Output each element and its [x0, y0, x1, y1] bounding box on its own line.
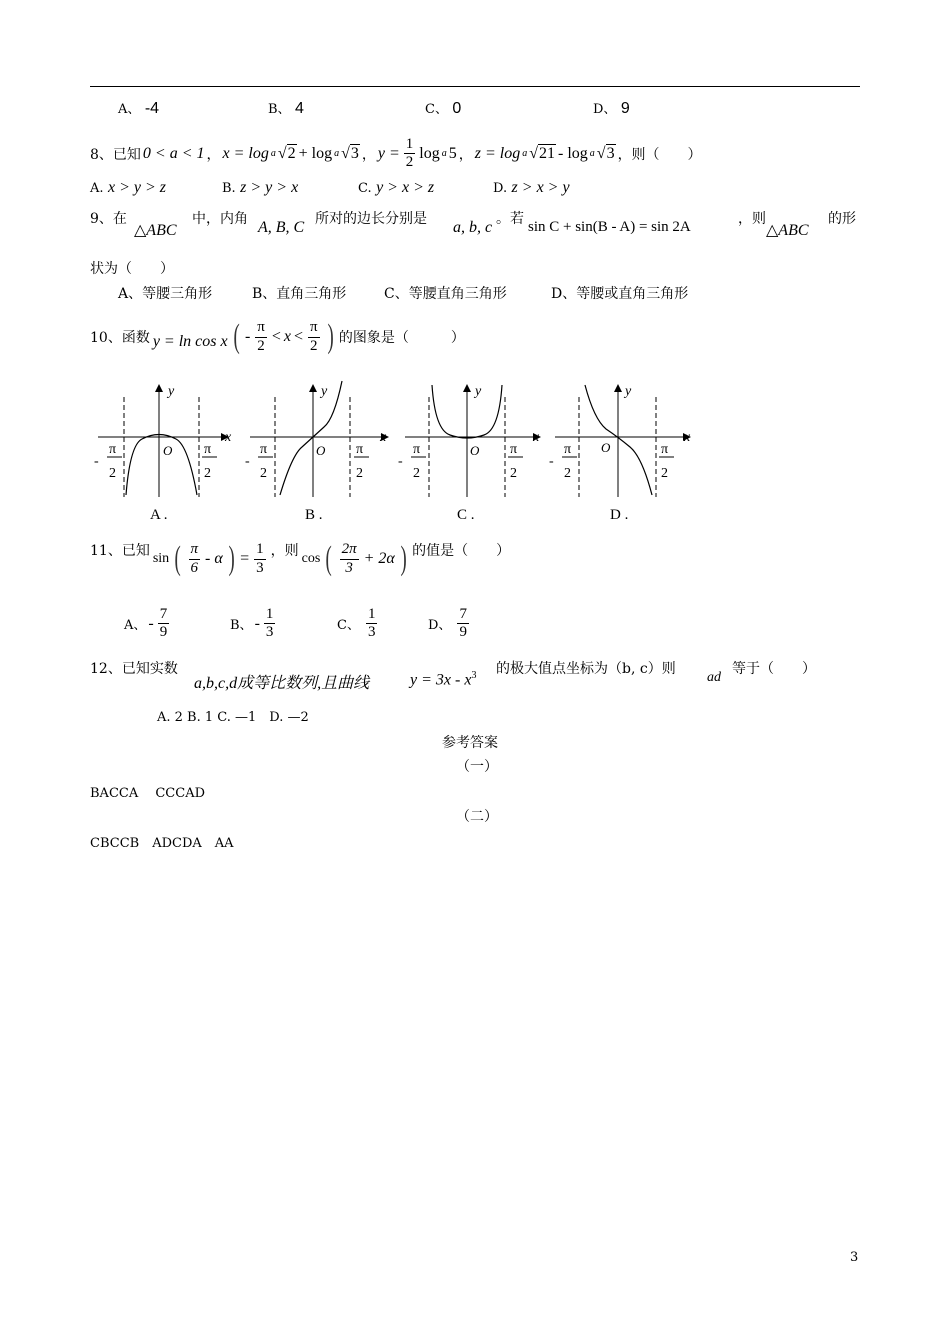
equals: =: [240, 550, 250, 567]
svg-text:-: -: [245, 454, 250, 469]
q9-option-d: D、等腰或直角三角形: [551, 286, 689, 302]
log-base: a: [589, 148, 595, 160]
graph-c: [398, 384, 540, 523]
radicand: 21: [539, 144, 555, 162]
q12-ad: ad: [707, 670, 721, 685]
q9-num: 9、在: [90, 211, 127, 227]
q12-text-2: 的极大值点坐标为（b, c）则: [496, 661, 676, 677]
q9-triangle: △ABC: [134, 222, 177, 239]
svg-text:y: y: [625, 384, 632, 399]
svg-text:2: 2: [564, 466, 571, 481]
sin: sin: [152, 551, 170, 566]
tick-pi: π: [109, 442, 117, 457]
q12-vars: a,b,c,d成等比数列,且曲线: [194, 675, 370, 692]
q10-graphs: [80, 375, 720, 525]
q12-curve: $y = 3x - x^3$: [410, 670, 477, 689]
log-base: a: [522, 148, 528, 160]
z-expression: z = log: [474, 144, 521, 162]
pi-over-6: $\frac{\pi}{6}$: [190, 541, 199, 576]
two-pi-over-3: $\frac{2\pi}{3}$: [341, 541, 357, 576]
question-number: 11、已知: [90, 543, 150, 559]
svg-text:π: π: [356, 442, 364, 457]
curve-a: [126, 435, 197, 496]
option-letter: A、: [118, 102, 141, 117]
left-paren: (: [174, 540, 181, 577]
sqrt-3b: √3: [596, 144, 615, 162]
option-value: 9: [620, 100, 630, 117]
option-letter: D、: [593, 102, 617, 117]
svg-text:x: x: [533, 430, 540, 445]
q9-text-5: 的形: [828, 211, 856, 227]
svg-text:π: π: [661, 442, 669, 457]
q7-option-a: [118, 98, 159, 118]
q11-option-b: B、 - $\frac{1}{3}$: [230, 606, 274, 641]
minus-log: - log: [558, 144, 588, 162]
cos: cos: [301, 551, 321, 566]
q9-angles: A, B, C: [258, 219, 305, 236]
axis-x-label: x: [225, 430, 232, 445]
graph-a: [94, 384, 232, 523]
q11-option-c: C、 $\frac{1}{3}$: [337, 606, 376, 641]
question-8: 8、已知 0 < a < 1 ， x = log a √2 + log a √3 ， y = $\frac{1}{2}$ log a 5 ， z = log a √21 - log a √3 ，则（ ）: [90, 136, 702, 171]
svg-text:π: π: [413, 442, 421, 457]
log: log: [419, 144, 440, 162]
svg-text:-: -: [549, 454, 554, 469]
svg-text:O: O: [601, 440, 611, 455]
svg-text:-: -: [398, 454, 403, 469]
svg-text:y: y: [475, 384, 482, 399]
svg-text:π: π: [510, 442, 518, 457]
lt: <: [271, 328, 281, 345]
question-number: 10、函数: [90, 330, 150, 346]
answers-1: BACCA CCCAD: [90, 786, 206, 801]
graph-d: [549, 384, 691, 523]
radicand: 3: [350, 144, 359, 162]
q9-option-c: C、等腰直角三角形: [384, 286, 507, 302]
neg-pi-half: $\frac{\pi}{2}$: [257, 319, 265, 354]
y-expression: y =: [377, 144, 400, 162]
log-base: a: [270, 148, 276, 160]
var-x: x: [283, 328, 291, 345]
right-paren: ): [228, 540, 235, 577]
origin-label: O: [163, 443, 173, 458]
one-half-fraction: $\frac{1}{2}$: [405, 136, 414, 171]
axis-y-label: y: [168, 384, 175, 399]
q7-option-d: [593, 98, 630, 118]
option-value: -4: [144, 100, 160, 117]
question-tail: 的值是（ ）: [412, 543, 511, 559]
left-paren: (: [233, 318, 240, 355]
svg-text:π: π: [564, 442, 572, 457]
svg-text:y: y: [321, 384, 328, 399]
q12-text-3: 等于（ ）: [732, 661, 816, 677]
sqrt-2: √2: [277, 144, 296, 162]
q9-text-1: 中，内角: [192, 211, 248, 227]
option-value: 4: [295, 100, 304, 117]
sqrt-21: √21: [529, 144, 555, 162]
q11-option-a: A、 - $\frac{7}{9}$: [124, 606, 168, 641]
right-paren: ): [327, 318, 334, 355]
svg-text:O: O: [470, 443, 480, 458]
answers-part-2: （二）: [456, 809, 498, 825]
svg-text:2: 2: [413, 466, 420, 481]
sqrt-3: √3: [341, 144, 359, 162]
question-11: [90, 540, 510, 578]
minus: -: [244, 328, 251, 345]
answers-2: CBCCB ADCDA AA: [90, 836, 234, 851]
plus-log: + log: [298, 144, 333, 162]
q11-option-d: D、 $\frac{7}{9}$: [428, 606, 467, 641]
svg-text:π: π: [260, 442, 268, 457]
q8-option-c: C. y > x > z: [358, 179, 435, 196]
option-value: 0: [452, 100, 462, 117]
tick-minus: -: [94, 454, 99, 469]
tick-2: 2: [204, 466, 211, 481]
question-tail: ，则（ ）: [617, 146, 702, 163]
curve-b: [280, 381, 342, 495]
minus-alpha: - α: [205, 550, 223, 567]
pi-half: $\frac{\pi}{2}$: [310, 319, 318, 354]
five: 5: [448, 144, 457, 162]
graph-b: [245, 381, 388, 523]
question-tail: 的图象是（ ）: [338, 330, 465, 346]
q8-option-d: D. z > x > y: [493, 179, 570, 196]
left-paren: (: [325, 540, 333, 577]
svg-text:O: O: [316, 443, 326, 458]
q7-option-c: [425, 98, 461, 118]
graph-label-b: B .: [305, 507, 323, 523]
q9-text-4: ，则: [738, 211, 766, 227]
right-paren: ): [400, 540, 407, 577]
punct: ，: [206, 146, 221, 163]
q12-num: 12、已知实数: [90, 661, 178, 677]
log-base: a: [334, 148, 340, 160]
q8-option-b: B. z > y > x: [222, 179, 299, 196]
q7-option-b: [268, 98, 304, 118]
tick-pi: π: [204, 442, 212, 457]
svg-text:2: 2: [661, 466, 668, 481]
page-number: 3: [850, 1250, 859, 1265]
answers-part-1: （一）: [456, 759, 498, 775]
q9-text-2: 所对的边长分别是: [315, 211, 427, 227]
log-base: a: [441, 148, 447, 160]
graph-label-c: C .: [457, 507, 475, 523]
plus-2alpha: + 2α: [363, 550, 395, 567]
option-letter: B、: [268, 102, 291, 117]
q9-text-3: 。若: [496, 211, 524, 227]
tick-2: 2: [109, 466, 116, 481]
function-expression: y = ln cos x: [152, 333, 228, 350]
header-rule: [90, 86, 860, 87]
radicand: 3: [606, 144, 615, 162]
answers-title: 参考答案: [442, 735, 498, 751]
svg-text:2: 2: [260, 466, 267, 481]
svg-text:2: 2: [356, 466, 363, 481]
q9-sides: a, b, c: [453, 219, 493, 236]
option-letter: C、: [425, 102, 448, 117]
svg-text:x: x: [380, 430, 387, 445]
x-expression: x = log: [222, 144, 269, 162]
question-number: 8、已知: [90, 146, 141, 163]
svg-text:2: 2: [510, 466, 517, 481]
q9-option-a: A、等腰三角形: [118, 286, 213, 302]
q12-options: A. 2 B. 1 C. —1 D. —2: [157, 710, 309, 725]
condition: 0 < a < 1: [142, 144, 205, 162]
graph-label-a: A .: [150, 507, 168, 523]
then: ，则: [270, 543, 299, 559]
lt: <: [293, 328, 304, 345]
question-10: [90, 318, 465, 356]
svg-text:x: x: [684, 430, 691, 445]
graph-label-d: D .: [610, 507, 629, 523]
q9-line-2: 状为（ ）: [90, 261, 174, 277]
q9-equation: sin C + sin(B - A) = sin 2A: [528, 219, 691, 235]
q9-option-b: B、直角三角形: [252, 286, 347, 302]
q9-triangle-2: △ABC: [766, 222, 809, 239]
one-third: $\frac{1}{3}$: [256, 541, 264, 576]
q8-option-a: A. x > y > z: [90, 179, 167, 196]
radicand: 2: [287, 144, 296, 162]
